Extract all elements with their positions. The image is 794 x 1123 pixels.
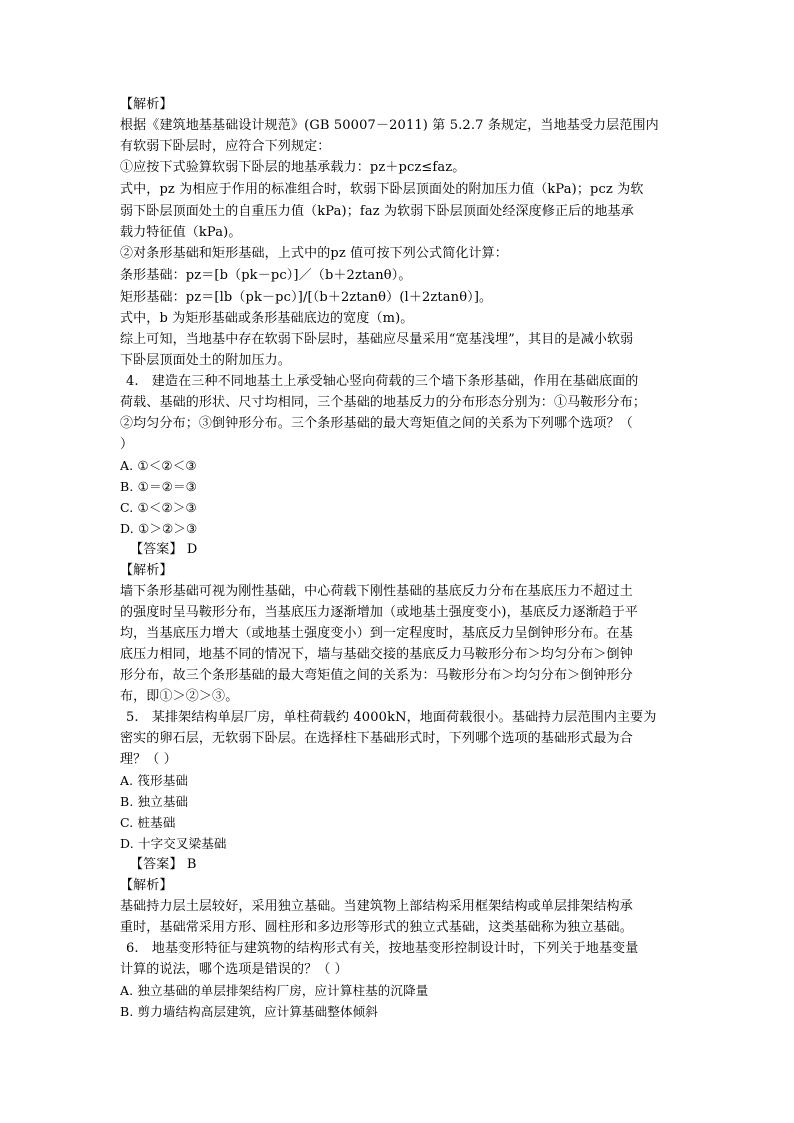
formula-line: 矩形基础：pz＝[lb（pk－pc）]/[（b＋2ztanθ）(l＋2ztanθ）]。 bbox=[120, 290, 493, 305]
option-a: A. 独立基础的单层排架结构厂房，应计算柱基的沉降量 bbox=[120, 983, 429, 998]
question-5-stem: 5. 某排架结构单层厂房，单柱荷载约 4000kN，地面荷载很小。基础持力层范围内主要为 bbox=[126, 710, 657, 725]
question-6-stem: 计算的说法，哪个选项是错误的？（ ） bbox=[120, 962, 348, 977]
paragraph-line: 载力特征值（kPa)。 bbox=[120, 225, 242, 240]
option-c: C. ①＜②＞③ bbox=[120, 500, 197, 515]
option-c: C. 桩基础 bbox=[120, 815, 176, 830]
question-6-stem: 6. 地基变形特征与建筑物的结构形式有关，按地基变形控制设计时，下列关于地基变量 bbox=[126, 941, 639, 956]
section-heading-analysis: 【解析】 bbox=[120, 563, 173, 578]
option-d: D. 十字交叉梁基础 bbox=[120, 836, 227, 851]
paragraph-line: 弱下卧层顶面处土的自重压力值（kPa)；faz 为软弱下卧层顶面处经深度修正后的地基承 bbox=[120, 204, 634, 219]
paragraph-line: 重时，基础常采用方形、圆柱形和多边形等形式的独立式基础，这类基础称为独立基础。 bbox=[120, 920, 633, 935]
paragraph-line: 有软弱下卧层时，应符合下列规定： bbox=[120, 139, 331, 154]
question-4-stem: ） bbox=[120, 437, 134, 452]
question-5-stem: 理？（ ） bbox=[120, 752, 177, 767]
option-a: A. ①＜②＜③ bbox=[120, 458, 197, 473]
paragraph-line: ②对条形基础和矩形基础，上式中的pz 值可按下列公式简化计算： bbox=[120, 246, 508, 261]
paragraph-line: 的强度时呈马鞍形分布，当基底压力逐渐增加（或地基土强度变小)，基底反力逐渐趋于平 bbox=[120, 605, 639, 620]
answer-line: 【答案】 B bbox=[130, 857, 197, 872]
section-heading-analysis: 【解析】 bbox=[120, 97, 173, 112]
option-b: B. ①＝②＝③ bbox=[120, 479, 197, 494]
paragraph-line: 式中，pz 为相应于作用的标准组合时，软弱下卧层顶面处的附加压力值（kPa)；pcz 为软 bbox=[120, 182, 644, 197]
option-a: A. 筏形基础 bbox=[120, 773, 189, 788]
paragraph-line: 下卧层顶面处土的附加压力。 bbox=[120, 353, 291, 368]
option-d: D. ①＞②＞③ bbox=[120, 521, 198, 536]
paragraph-line: 布，即①＞②＞③。 bbox=[120, 689, 239, 704]
question-4-stem: ②均匀分布；③倒钟形分布。三个条形基础的最大弯矩值之间的关系为下列哪个选项？（ bbox=[120, 416, 633, 431]
paragraph-line: 墙下条形基础可视为刚性基础，中心荷载下刚性基础的基底反力分布在基底压力不超过土 bbox=[120, 584, 633, 599]
question-4-stem: 4. 建造在三种不同地基土上承受轴心竖向荷载的三个墙下条形基础，作用在基础底面的 bbox=[126, 374, 639, 389]
formula-line: ①应按下式验算软弱下卧层的地基承载力：pz＋pcz≤faz。 bbox=[120, 160, 466, 175]
section-heading-analysis: 【解析】 bbox=[120, 878, 173, 893]
question-5-stem: 密实的卵石层，无软弱下卧层。在选择柱下基础形式时，下列哪个选项的基础形式最为合 bbox=[120, 731, 633, 746]
option-b: B. 独立基础 bbox=[120, 794, 189, 809]
answer-line: 【答案】 D bbox=[130, 542, 198, 557]
paragraph-line: 底压力相同，地基不同的情况下，墙与基础交接的基底反力马鞍形分布＞均匀分布＞倒钟 bbox=[120, 647, 633, 662]
paragraph-line: 均，当基底压力增大（或地基土强度变小）到一定程度时，基底反力呈倒钟形分布。在基 bbox=[120, 626, 633, 641]
question-4-stem: 荷载、基础的形状、尺寸均相同，三个基础的地基反力的分布形态分别为：①马鞍形分布； bbox=[120, 395, 647, 410]
paragraph-line: 综上可知，当地基中存在软弱下卧层时，基础应尽量采用“宽基浅埋”，其目的是减小软弱 bbox=[120, 332, 634, 347]
paragraph-line: 式中，b 为矩形基础或条形基础底边的宽度（m)。 bbox=[120, 311, 414, 326]
paragraph-line: 形分布，故三个条形基础的最大弯矩值之间的关系为：马鞍形分布＞均匀分布＞倒钟形分 bbox=[120, 668, 633, 683]
paragraph-line: 根据《建筑地基基础设计规范》(GB 50007－2011) 第 5.2.7 条规定，当地基受力层范围内 bbox=[120, 118, 659, 133]
option-b: B. 剪力墙结构高层建筑，应计算基础整体倾斜 bbox=[120, 1004, 378, 1019]
formula-line: 条形基础：pz＝[b（pk－pc）]／（b＋2ztanθ）。 bbox=[120, 268, 412, 283]
paragraph-line: 基础持力层土层较好，采用独立基础。当建筑物上部结构采用框架结构或单层排架结构承 bbox=[120, 899, 633, 914]
